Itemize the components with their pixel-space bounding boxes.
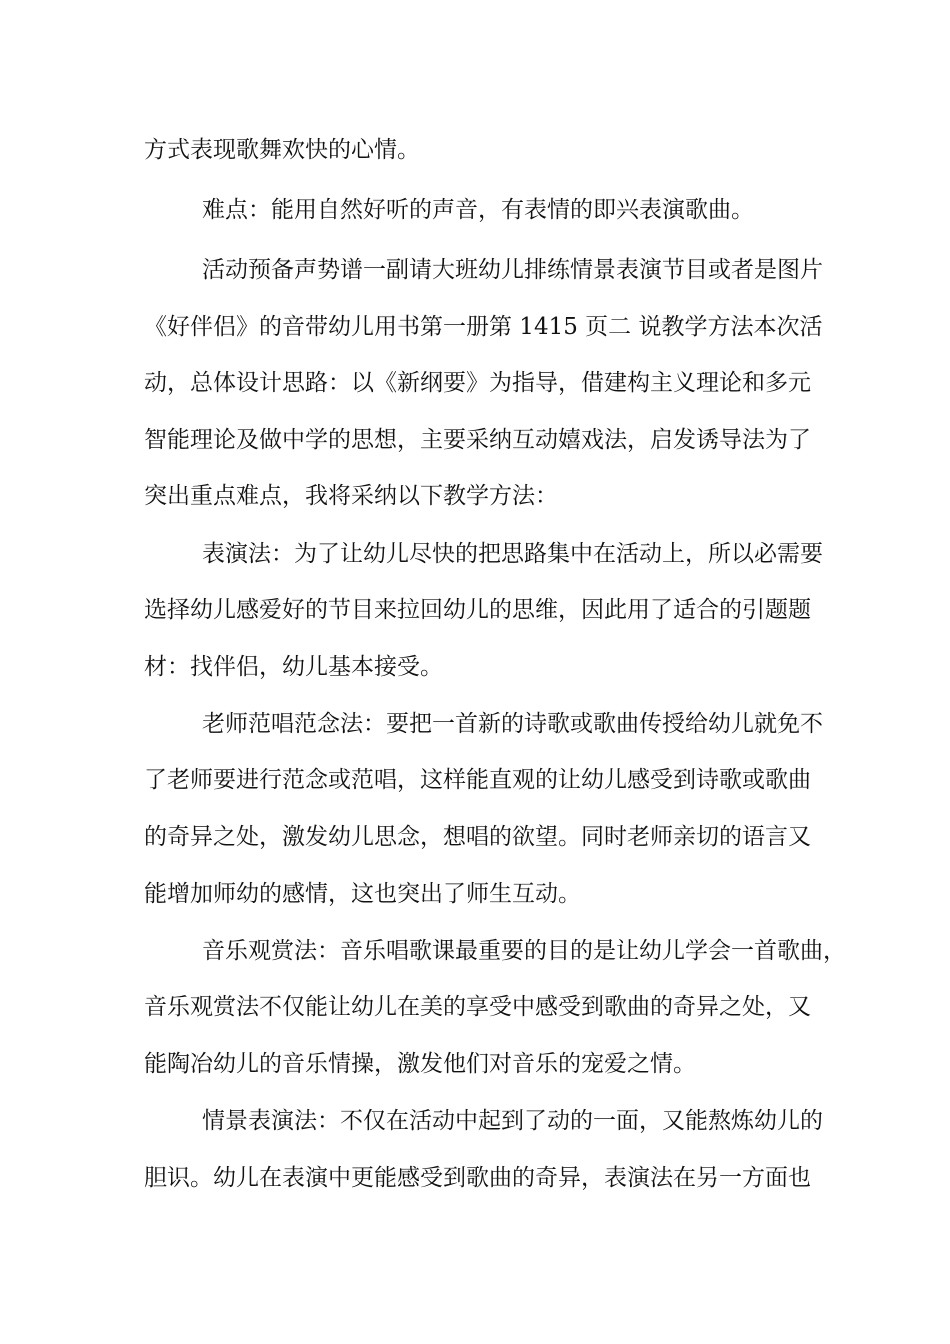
text-line: 能陶冶幼儿的音乐情操，激发他们对音乐的宠爱之情。: [144, 1051, 696, 1077]
text-line: 方式表现歌舞欢快的心情。: [144, 137, 420, 163]
text-line: 老师范唱范念法：要把一首新的诗歌或歌曲传授给幼儿就免不: [202, 711, 823, 737]
text-line: 选择幼儿感爱好的节目来拉回幼儿的思维，因此用了适合的引题题: [144, 597, 811, 623]
text-line: 突出重点难点，我将采纳以下教学方法：: [144, 483, 558, 509]
text-line: 情景表演法：不仅在活动中起到了动的一面，又能熬炼幼儿的: [202, 1108, 823, 1134]
text-line: 难点：能用自然好听的声音，有表情的即兴表演歌曲。: [202, 197, 754, 223]
text-line: 表演法：为了让幼儿尽快的把思路集中在活动上，所以必需要: [202, 541, 823, 567]
text-line: 了老师要进行范念或范唱，这样能直观的让幼儿感受到诗歌或歌曲: [144, 767, 811, 793]
text-line: 音乐观赏法：音乐唱歌课最重要的目的是让幼儿学会一首歌曲，: [202, 938, 846, 964]
text-line: 的奇异之处，激发幼儿思念，想唱的欲望。同时老师亲切的语言又: [144, 824, 811, 850]
text-line: 智能理论及做中学的思想，主要采纳互动嬉戏法，启发诱导法为了: [144, 427, 811, 453]
text-line: 材：找伴侣，幼儿基本接受。: [144, 654, 443, 680]
text-line: 胆识。幼儿在表演中更能感受到歌曲的奇异，表演法在另一方面也: [144, 1165, 811, 1191]
text-line: 活动预备声势谱一副请大班幼儿排练情景表演节目或者是图片: [202, 257, 823, 283]
text-line: 动，总体设计思路：以《新纲要》为指导，借建构主义理论和多元: [144, 370, 811, 396]
text-line: 能增加师幼的感情，这也突出了师生互动。: [144, 881, 581, 907]
text-line: 音乐观赏法不仅能让幼儿在美的享受中感受到歌曲的奇异之处，又: [144, 994, 811, 1020]
text-line: 《好伴侣》的音带幼儿用书第一册第 1415 页二 说教学方法本次活: [144, 314, 823, 340]
